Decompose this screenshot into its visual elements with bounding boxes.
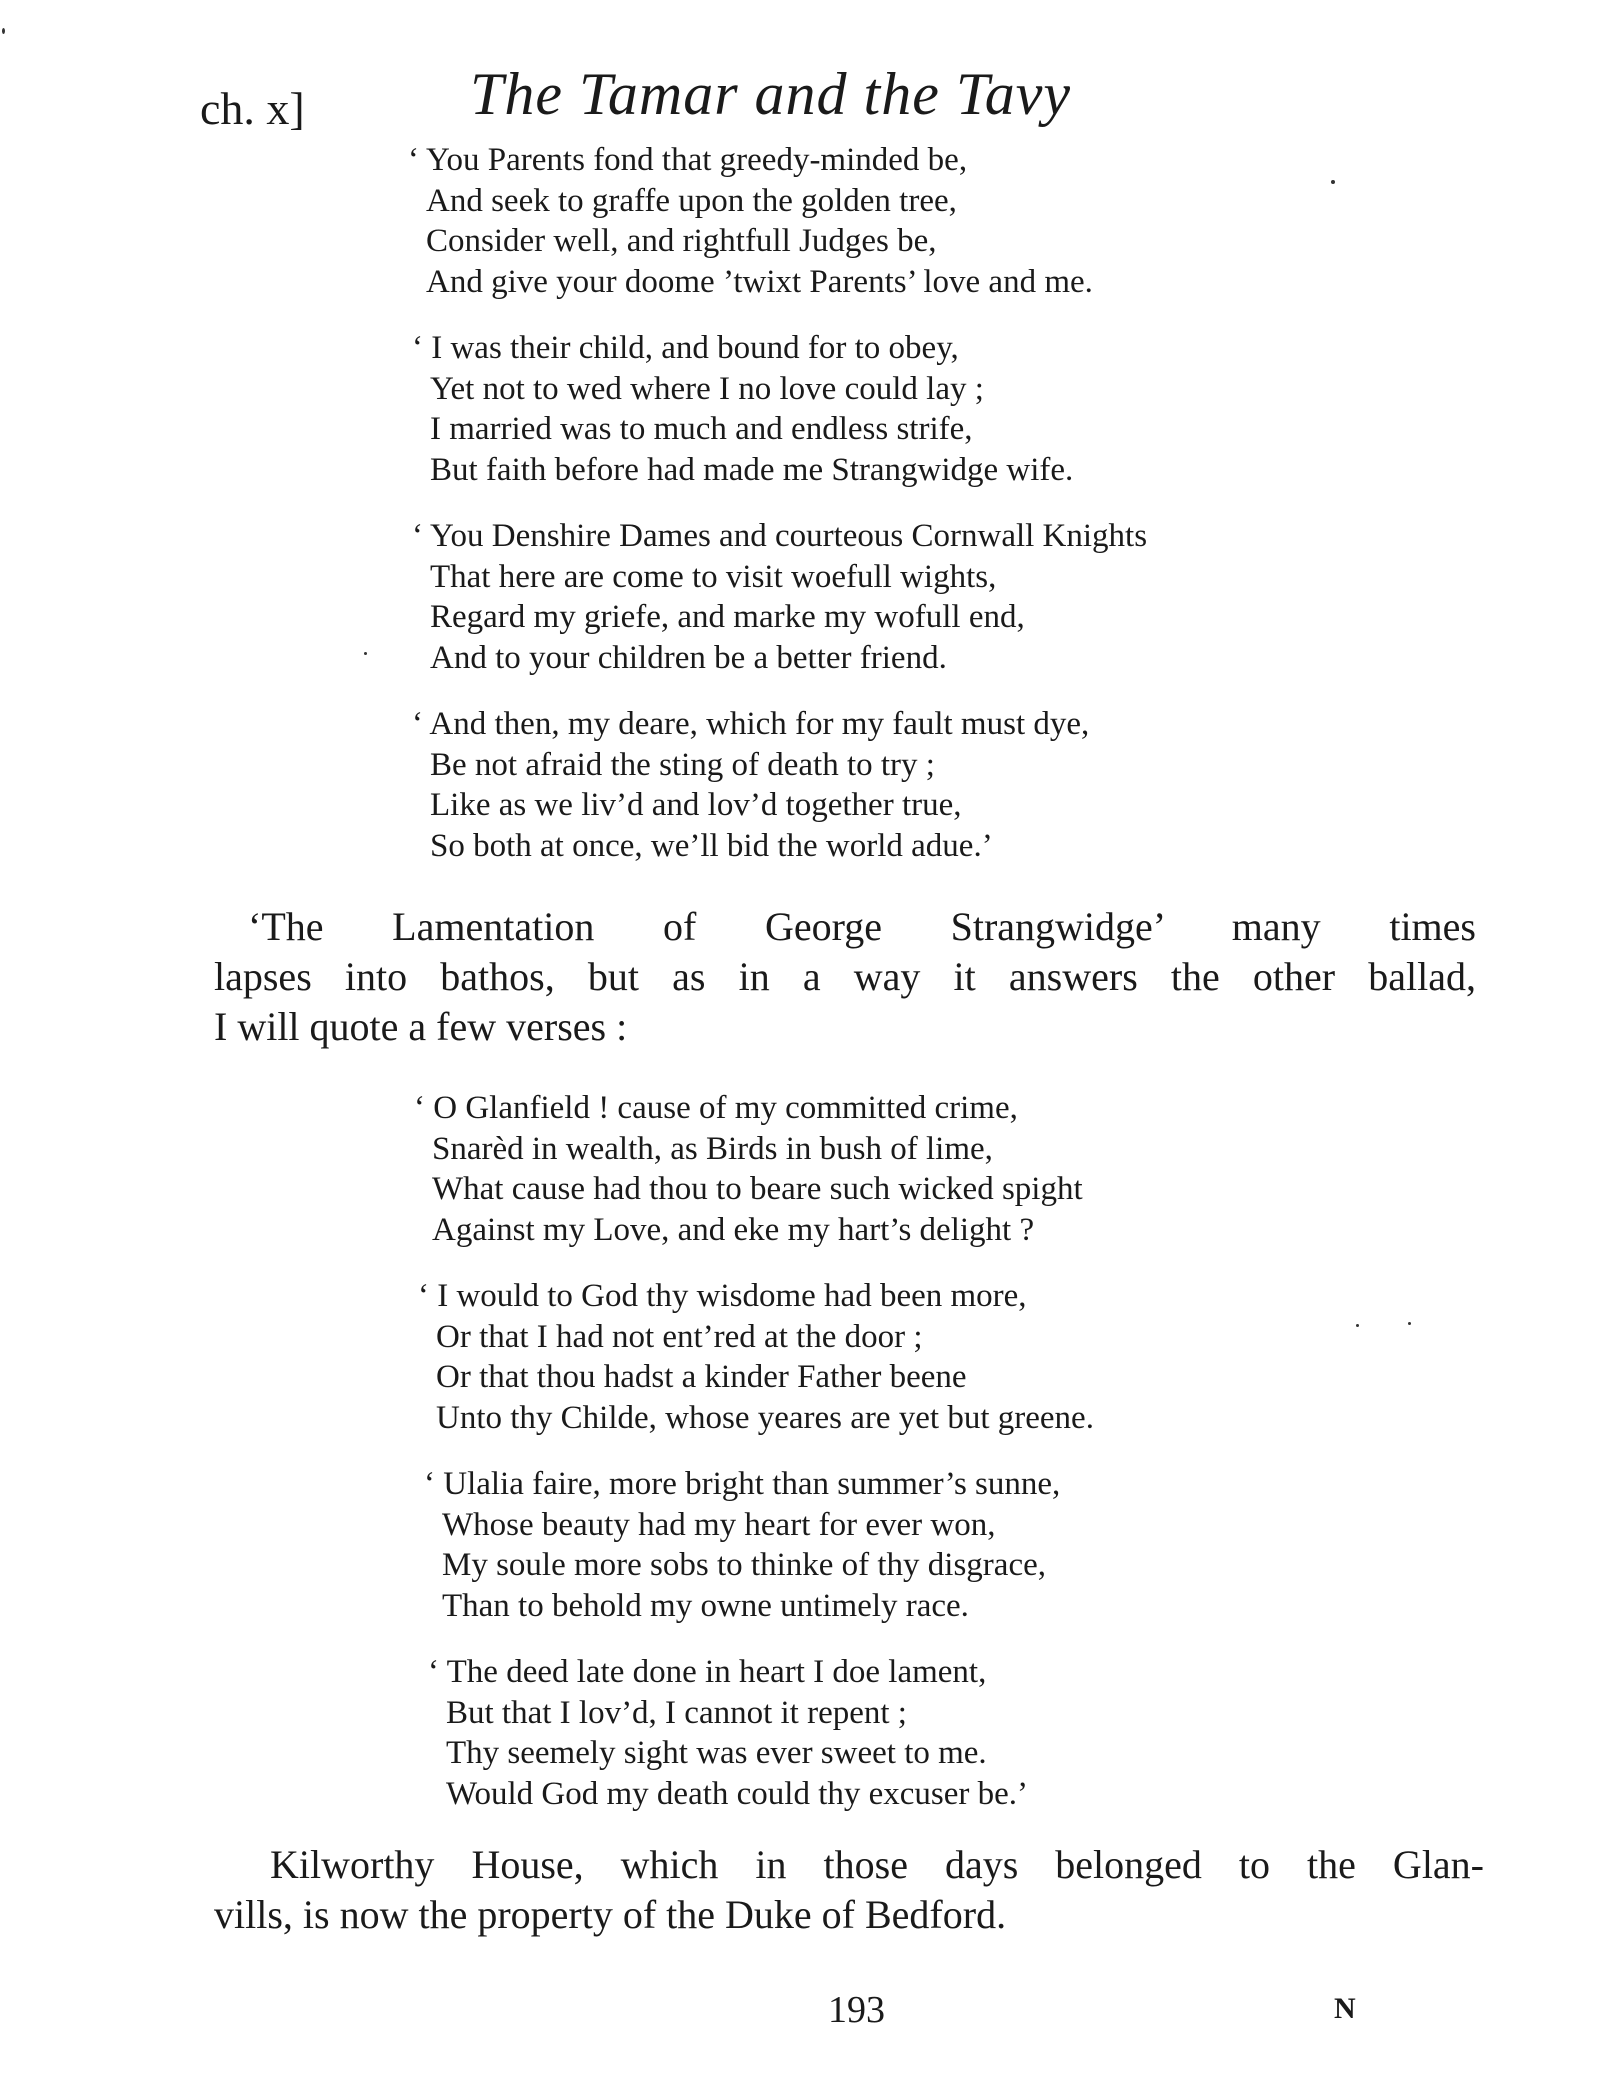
verse-line: But faith before had made me Strangwidge wife. bbox=[430, 451, 1074, 488]
verse-line: Thy seemely sight was ever sweet to me. bbox=[446, 1735, 987, 1771]
verse-line: Like as we liv’d and lov’d together true, bbox=[430, 787, 962, 823]
running-title: The Tamar and the Tavy bbox=[470, 61, 1071, 127]
verse-line: ‘ I was their child, and bound for to obey, bbox=[412, 330, 959, 366]
verse-line: And give your doome ’twixt Parents’ love and me. bbox=[426, 263, 1093, 300]
paragraph-line: Kilworthy House, which in those days belonged to the Glan- bbox=[270, 1842, 1484, 1887]
stanza bbox=[408, 140, 1093, 302]
paragraph-line: I will quote a few verses : bbox=[214, 1004, 628, 1049]
verse-line: What cause had thou to beare such wicked spight bbox=[432, 1171, 1083, 1207]
verse-line: My soule more sobs to thinke of thy disgrace, bbox=[442, 1547, 1046, 1583]
verse-line: Yet not to wed where I no love could lay ; bbox=[430, 370, 984, 407]
verse-line: Snarèd in wealth, as Birds in bush of lime, bbox=[432, 1130, 993, 1167]
verse-line: Whose beauty had my heart for ever won, bbox=[442, 1506, 996, 1543]
verse-line: ‘ I would to God thy wisdome had been more, bbox=[418, 1278, 1027, 1314]
stanza bbox=[418, 1276, 1094, 1438]
scan-speck bbox=[1331, 180, 1335, 184]
verse-line: I married was to much and endless strife, bbox=[430, 411, 973, 447]
verse-line: Or that thou hadst a kinder Father beene bbox=[436, 1359, 967, 1395]
paragraph-line: lapses into bathos, but as in a way it answers the other ballad, bbox=[214, 954, 1476, 999]
stanza bbox=[412, 328, 1073, 490]
verse-line: ‘ And then, my deare, which for my fault must dye, bbox=[412, 706, 1090, 742]
paragraph-line: ‘The Lamentation of George Strangwidge’ many times bbox=[248, 904, 1476, 949]
verse-line: Or that I had not ent’red at the door ; bbox=[436, 1318, 923, 1355]
verse-line: Against my Love, and eke my hart’s delight ? bbox=[432, 1211, 1035, 1248]
stanza bbox=[428, 1652, 1028, 1814]
verse-line: Be not afraid the sting of death to try ; bbox=[430, 746, 935, 783]
verse-line: ‘ O Glanfield ! cause of my committed crime, bbox=[414, 1090, 1018, 1126]
signature-mark: N bbox=[1334, 1992, 1356, 2025]
verse-line: Consider well, and rightfull Judges be, bbox=[426, 223, 937, 259]
verse-line: ‘ The deed late done in heart I doe lament, bbox=[428, 1654, 987, 1690]
verse-line: That here are come to visit woefull wights, bbox=[430, 558, 997, 595]
verse-line: Would God my death could thy excuser be.’ bbox=[446, 1775, 1029, 1812]
scan-speck bbox=[1408, 1322, 1411, 1325]
verse-line: Than to behold my owne untimely race. bbox=[442, 1587, 969, 1624]
stanza bbox=[414, 1088, 1083, 1250]
verse-line: ‘ You Denshire Dames and courteous Cornwall Knights bbox=[412, 518, 1148, 554]
paragraph-line: vills, is now the property of the Duke of Bedford. bbox=[214, 1892, 1007, 1937]
verse-line: And to your children be a better friend. bbox=[430, 639, 947, 676]
stanza bbox=[412, 704, 1089, 866]
stanza bbox=[412, 516, 1147, 678]
chapter-marker: ch. x] bbox=[200, 83, 305, 134]
body-paragraph bbox=[214, 1840, 1484, 1940]
scan-speck bbox=[1356, 1324, 1359, 1327]
page-number: 193 bbox=[828, 1989, 885, 2031]
verse-line: And seek to graffe upon the golden tree, bbox=[426, 182, 957, 219]
verse-line: ‘ Ulalia faire, more bright than summer’s sunne, bbox=[424, 1466, 1061, 1502]
scan-speck bbox=[2, 28, 5, 34]
verse-line: But that I lov’d, I cannot it repent ; bbox=[446, 1694, 907, 1731]
running-header bbox=[0, 60, 1600, 140]
verse-line: ‘ You Parents fond that greedy-minded be, bbox=[408, 142, 968, 178]
verse-line: So both at once, we’ll bid the world adue.’ bbox=[430, 827, 993, 864]
verse-line: Unto thy Childe, whose yeares are yet but greene. bbox=[436, 1399, 1094, 1436]
body-paragraph bbox=[214, 902, 1476, 1052]
stanza bbox=[424, 1464, 1060, 1626]
scan-speck bbox=[364, 652, 367, 655]
verse-line: Regard my griefe, and marke my wofull end, bbox=[430, 599, 1025, 635]
